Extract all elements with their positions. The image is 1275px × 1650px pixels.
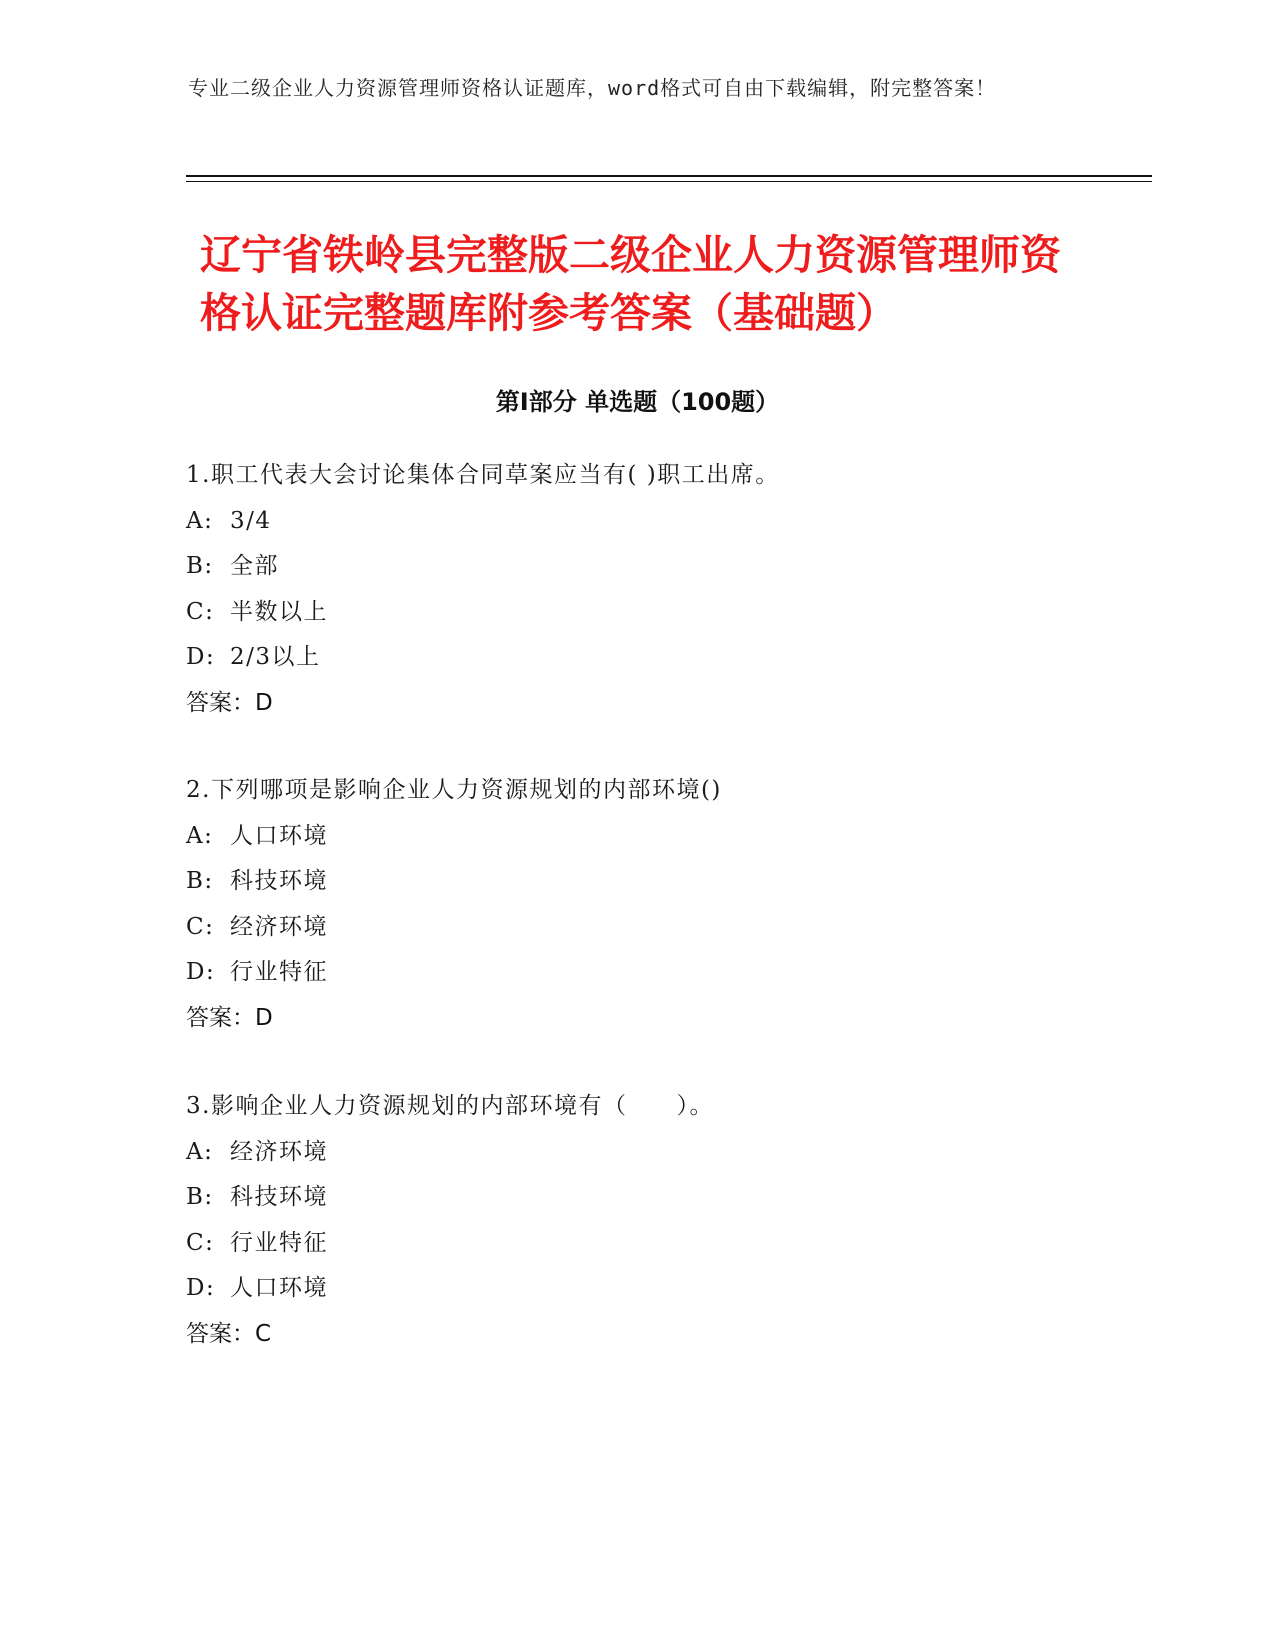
option-d	[186, 950, 1086, 996]
option-letter: C:	[186, 598, 215, 625]
question-stem: 1.职工代表大会讨论集体合同草案应当有( )职工出席。	[186, 462, 780, 488]
question-block	[186, 1084, 1086, 1357]
option-text: 全部	[230, 553, 279, 579]
option-letter: A:	[186, 1138, 214, 1165]
option-text: 科技环境	[230, 868, 328, 894]
option-text: 科技环境	[230, 1184, 328, 1210]
section-title: 第Ⅰ部分 单选题（100题）	[495, 388, 780, 416]
question-stem: 3.影响企业人力资源规划的内部环境有（ ）。	[186, 1093, 714, 1119]
option-text: 3/4	[230, 507, 272, 534]
option-letter: C:	[186, 913, 215, 940]
option-letter: C:	[186, 1229, 215, 1256]
option-c	[186, 1221, 1086, 1267]
option-letter: B:	[186, 1184, 214, 1210]
option-text: 2/3以上	[230, 644, 321, 670]
option-letter: A:	[186, 507, 214, 534]
option-b	[186, 1175, 1086, 1221]
option-text: 人口环境	[230, 1275, 328, 1301]
option-a	[186, 499, 1086, 545]
option-b	[186, 544, 1086, 590]
option-text: 人口环境	[230, 822, 328, 849]
option-d	[186, 1266, 1086, 1312]
option-a	[186, 1130, 1086, 1176]
question-block	[186, 768, 1086, 1041]
option-b	[186, 859, 1086, 905]
answer-line: 答案：D	[186, 1004, 273, 1031]
option-text: 行业特征	[230, 959, 328, 985]
option-text: 行业特征	[230, 1229, 328, 1256]
option-letter: D:	[186, 1275, 216, 1301]
option-c	[186, 905, 1086, 951]
option-d	[186, 635, 1086, 681]
option-text: 经济环境	[230, 913, 328, 940]
option-a	[186, 814, 1086, 860]
header-divider-thick	[186, 175, 1152, 177]
option-letter: D:	[186, 959, 216, 985]
option-letter: B:	[186, 553, 214, 579]
answer-line: 答案：C	[186, 1320, 272, 1347]
option-letter: A:	[186, 822, 214, 849]
option-letter: B:	[186, 868, 214, 894]
question-block	[186, 453, 1086, 726]
option-c	[186, 590, 1086, 636]
header-divider-thin	[186, 181, 1152, 182]
document-title: 辽宁省铁岭县完整版二级企业人力资源管理师资格认证完整题库附参考答案（基础题）	[200, 231, 1061, 337]
answer-line: 答案：D	[186, 689, 273, 716]
question-stem: 2.下列哪项是影响企业人力资源规划的内部环境()	[186, 777, 722, 803]
header-note: 专业二级企业人力资源管理师资格认证题库，word格式可自由下载编辑，附完整答案！	[188, 76, 997, 100]
option-letter: D:	[186, 644, 216, 670]
option-text: 经济环境	[230, 1138, 328, 1165]
option-text: 半数以上	[230, 598, 328, 625]
